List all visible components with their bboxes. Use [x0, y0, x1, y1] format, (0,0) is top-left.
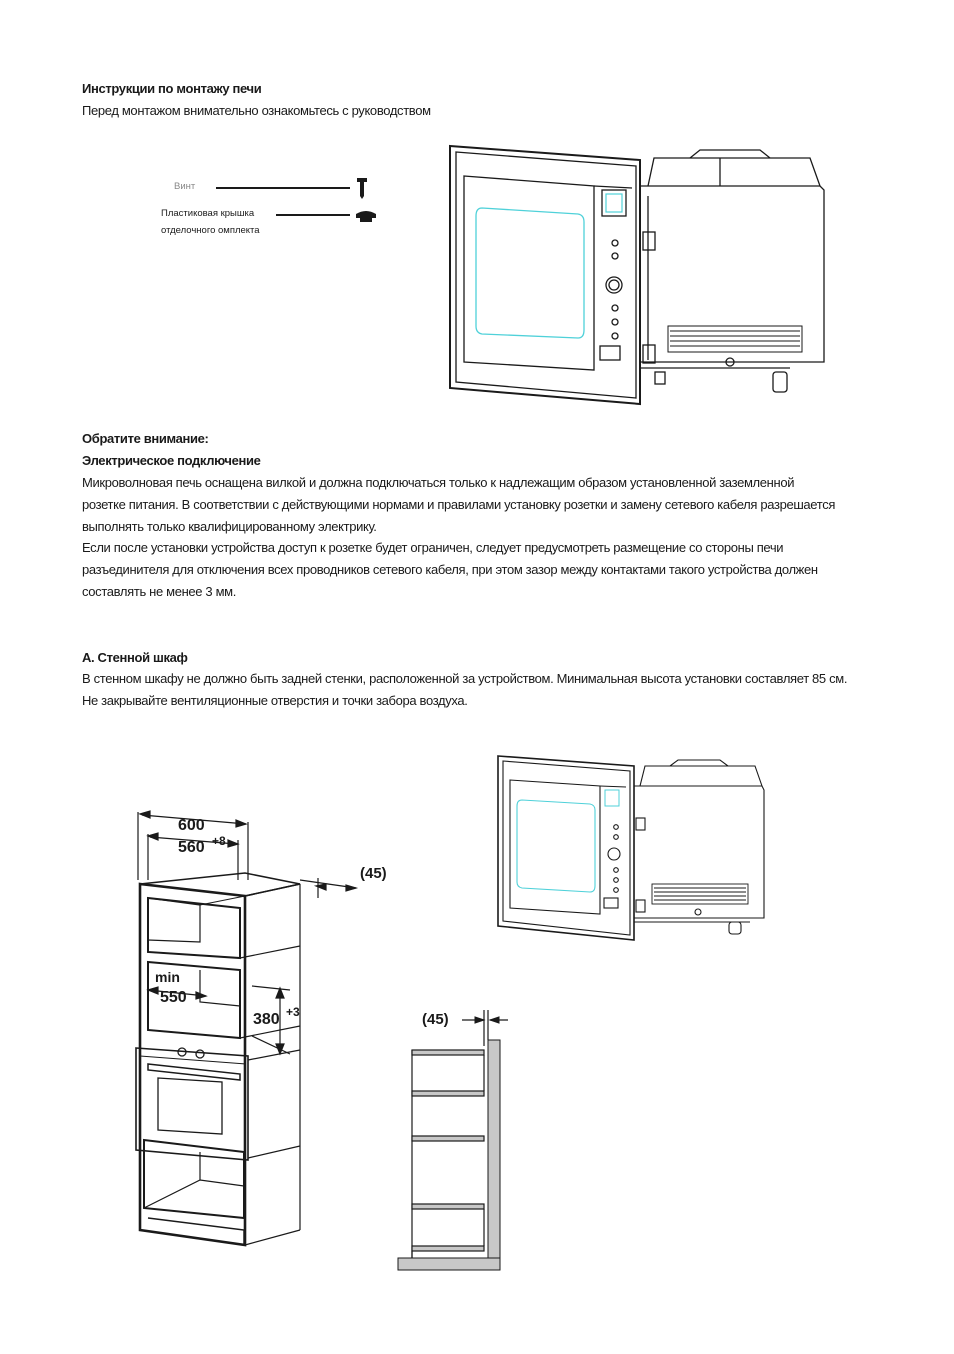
notice-heading: Обратите внимание: [82, 431, 209, 446]
screw-label: Винт [174, 181, 196, 192]
dim-min-label: min [155, 969, 180, 985]
cover-label-line2: отделочного омплекта [161, 225, 260, 236]
notice-line: Если после установки устройства доступ к розетке будет ограничен, следует предусмотреть размещение со стороны печи [82, 540, 784, 555]
dim-gap-side: (45) [422, 1011, 449, 1028]
dim-width-outer: 600 [178, 817, 205, 834]
dim-height-tolerance: +3 [286, 1005, 300, 1019]
dim-gap-top: (45) [360, 865, 387, 882]
section-a-line: Не закрывайте вентиляционные отверстия и точки забора воздуха. [82, 693, 468, 708]
install-title: Инструкции по монтажу печи [82, 81, 262, 96]
notice-line: розетке питания. В соответствии с действующими нормами и правилами установку розетки и замену сетевого кабеля разрешается [82, 497, 836, 512]
section-a-heading: A. Стенной шкаф [82, 650, 188, 665]
install-subtitle: Перед монтажом внимательно ознакомьтесь с руководством [82, 103, 431, 118]
section-a-line: В стенном шкафу не должно быть задней стенки, расположенной за устройством. Минимальная высота установки составляет 85 см. [82, 671, 848, 686]
dim-min-value: 550 [160, 989, 187, 1006]
dim-width-inner: 560 [178, 839, 205, 856]
notice-line: разъединителя для отключения всех проводников сетевого кабеля, при этом зазор между контактами такого устройства должен [82, 562, 818, 577]
dim-width-tolerance: +8 [212, 834, 226, 848]
cover-label-line1: Пластиковая крышка [161, 208, 255, 219]
dim-height: 380 [253, 1011, 280, 1028]
notice-subheading: Электрическое подключение [82, 453, 261, 468]
notice-line: Микроволновая печь оснащена вилкой и должна подключаться только к надлежащим образом установленной заземленной [82, 475, 795, 490]
notice-line: составлять не менее 3 мм. [82, 584, 237, 599]
notice-line: выполнять только квалифицированному электрику. [82, 519, 377, 534]
